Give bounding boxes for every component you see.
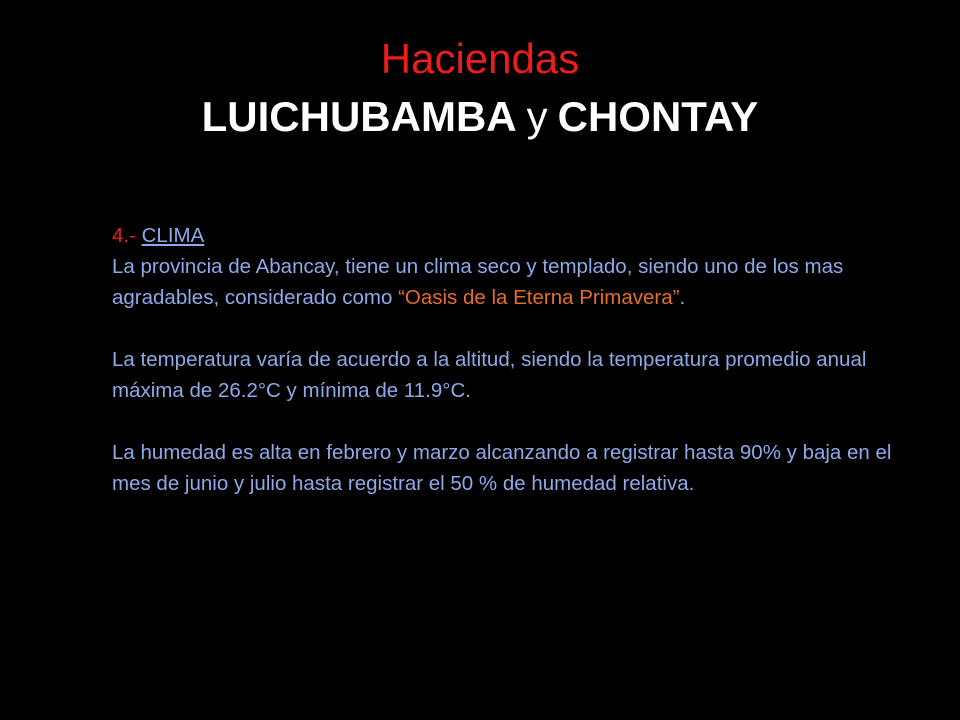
- title-name-luichubamba: LUICHUBAMBA: [201, 93, 517, 140]
- content-body: [112, 220, 912, 530]
- slide-title: [0, 30, 960, 146]
- section-link-clima[interactable]: CLIMA: [141, 224, 205, 247]
- paragraph-climate-text: La provincia de Abancay, tiene un clima seco y templado, siendo uno de los mas agradables, considerado como: [112, 255, 844, 309]
- title-line-names: [0, 88, 960, 146]
- section-heading: [112, 220, 912, 251]
- paragraph-climate: [112, 251, 912, 313]
- paragraph-humidity: La humedad es alta en febrero y marzo alcanzando a registrar hasta 90% y baja en el mes de junio y julio hasta registrar el 50 % de humedad relativa.: [112, 441, 892, 495]
- title-connector: y: [526, 93, 548, 140]
- paragraph-climate-end: .: [679, 286, 686, 309]
- section-number: 4.-: [112, 224, 142, 247]
- paragraph-temperature: La temperatura varía de acuerdo a la altitud, siendo la temperatura promedio anual máxima de 26.2°C y mínima de 11.9°C.: [112, 348, 867, 402]
- paragraph-climate-quote: “Oasis de la Eterna Primavera”: [398, 286, 680, 309]
- title-name-chontay: CHONTAY: [557, 93, 759, 140]
- title-line-haciendas: Haciendas: [380, 35, 580, 82]
